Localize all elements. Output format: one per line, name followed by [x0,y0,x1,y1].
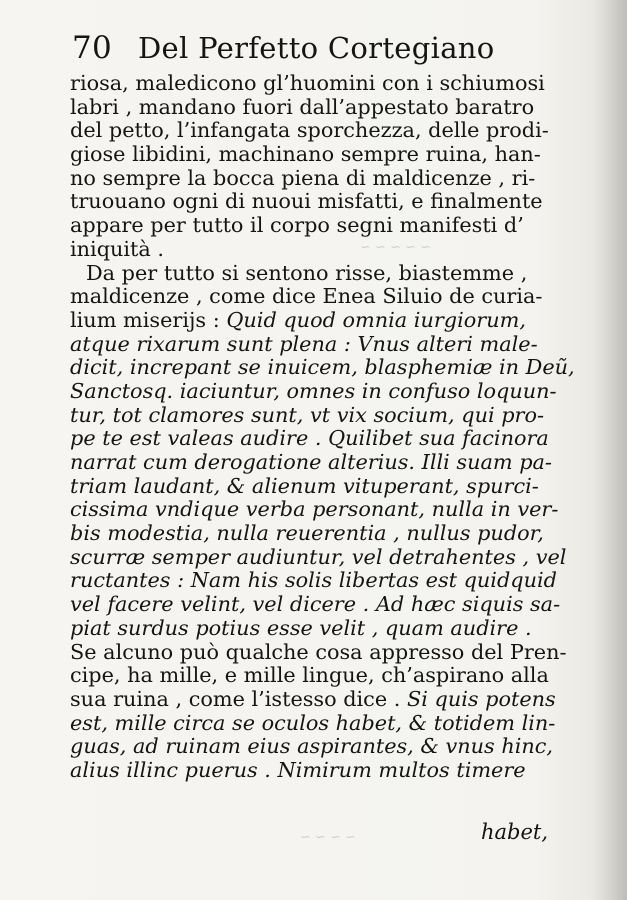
latin-quote-line: guas, ad ruinam eius aspirantes, & vnus hinc, [70,734,554,759]
page-gutter-shadow [591,0,627,900]
latin-quote: Quid quod omnia iurgiorum, [226,307,526,332]
text-line: Se alcuno può qualche cosa appresso del Pren- [70,639,567,664]
latin-quote-line: atque rixarum sunt plena : Vnus alteri male- [70,331,538,356]
catchword: habet, [481,820,549,844]
latin-quote: pe te est valeas audire . [70,426,322,451]
text-line: iniquità . [70,236,165,261]
latin-quote: vel facere velint, vel dicere . [70,592,370,617]
text-line: riosa, maledicono gl’huomini con i schiumosi [70,71,545,95]
page-header [72,26,572,70]
text-line: del petto, l’infangata sporchezza, delle prodi- [70,118,549,143]
text-line: appare per tutto il corpo segni manifesti d’ [70,213,524,238]
latin-quote-line: Sanctosq. iaciuntur, omnes in confuso loquun- [70,378,557,403]
text-fragment: lium miserijs : [70,307,220,332]
latin-quote-line: piat surdus potius esse velit , quam audire . [70,615,532,640]
latin-quote-line: triam laudant, & alienum vituperant, spurci- [70,473,539,498]
page-number: 70 [72,30,113,66]
latin-quote: alius illinc puerus . [70,757,271,782]
text-line: Da per tutto si sentono risse, biastemme , [86,260,528,285]
text-block [70,72,590,783]
text-line: maldicenze , come dice Enea Siluio de curia- [70,284,543,309]
latin-quote-line: narrat cum derogatione alterius. Illi suam pa- [70,450,552,474]
text-line: giose libidini, machinano sempre ruina, han- [70,142,541,167]
text-line: cipe, ha mille, e mille lingue, ch’aspirano alla [70,663,549,688]
latin-quote: Si quis potens [407,686,556,711]
running-title: Del Perfetto Cortegiano [138,31,495,65]
latin-quote-line: est, mille circa se oculos habet, & totidem lin- [70,710,556,735]
latin-quote-line: bis modestia, nulla reuerentia , nullus pudor, [70,521,544,546]
latin-quote-line: cissima vndique verba personant, nulla in ver- [70,497,559,522]
latin-quote-line: scurræ semper audiuntur, vel detrahentes , vel [70,544,567,569]
latin-quote: Nimirum multos timere [277,757,526,782]
latin-quote: Quilibet sua facinora [328,426,549,451]
latin-quote-line: ructantes : Nam his solis libertas est quidquid [70,568,557,593]
show-through-text: ~ ~ ~ ~ ~ [360,240,431,255]
latin-quote-line: dicit, increpant se inuicem, blasphemiæ in Deũ, [70,355,575,380]
latin-quote: Ad hæc siquis sa- [375,592,561,617]
text-fragment: sua ruina , come l’istesso dice . [70,686,401,711]
latin-quote-line: tur, tot clamores sunt, vt vix socium, qui pro- [70,402,545,427]
text-line: labri , mandano fuori dall’appestato baratro [70,94,535,119]
show-through-text: ~ ~ ~ ~ [300,830,356,845]
text-line: no sempre la bocca piena di maldicenze , ri- [70,165,536,190]
text-line: truouano ogni di nuoui misfatti, e finalmente [70,189,543,214]
